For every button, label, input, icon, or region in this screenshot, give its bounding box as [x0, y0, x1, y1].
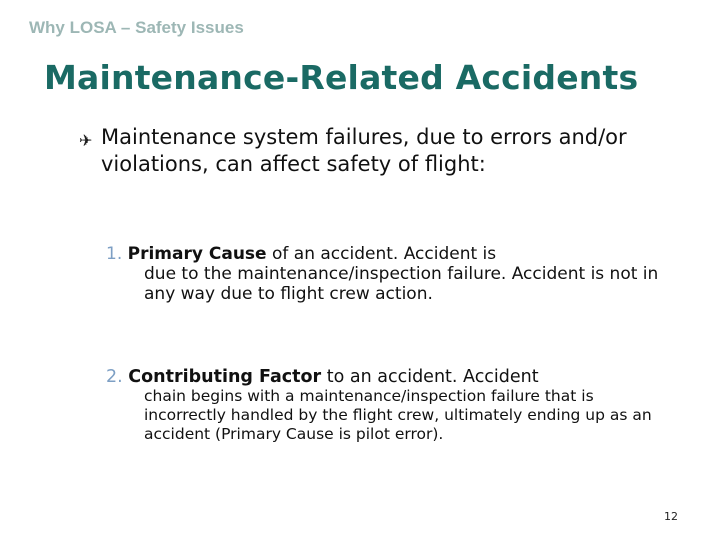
item-continuation: due to the maintenance/inspection failure. Accident is not in any way due to flight crew action. — [144, 264, 659, 304]
slide-number: 12 — [664, 510, 678, 523]
item-continuation: chain begins with a maintenance/inspection failure that is incorrectly handled by the flight crew, ultimately ending up as an accident (Primary Cause is pilot error). — [144, 387, 652, 443]
bullet-text: Maintenance system failures, due to errors and/or violations, can affect safety of flight: — [101, 125, 627, 176]
slide-title: Maintenance-Related Accidents — [44, 58, 639, 97]
item-number: 2. — [106, 367, 123, 387]
item-first-line — [106, 367, 539, 387]
hollow-arrow-bullet-icon: ✈ — [79, 131, 93, 150]
numbered-item-primary-cause — [106, 244, 666, 304]
item-first-line — [106, 244, 496, 264]
numbered-item-contributing-factor — [106, 367, 666, 444]
item-term: Primary Cause — [127, 244, 267, 264]
item-term: Contributing Factor — [128, 367, 322, 387]
section-label: Why LOSA – Safety Issues — [29, 18, 244, 37]
item-first-line-rest: of an accident. Accident is — [266, 244, 497, 264]
item-first-line-rest: to an accident. Accident — [321, 367, 539, 387]
item-number: 1. — [106, 244, 123, 264]
